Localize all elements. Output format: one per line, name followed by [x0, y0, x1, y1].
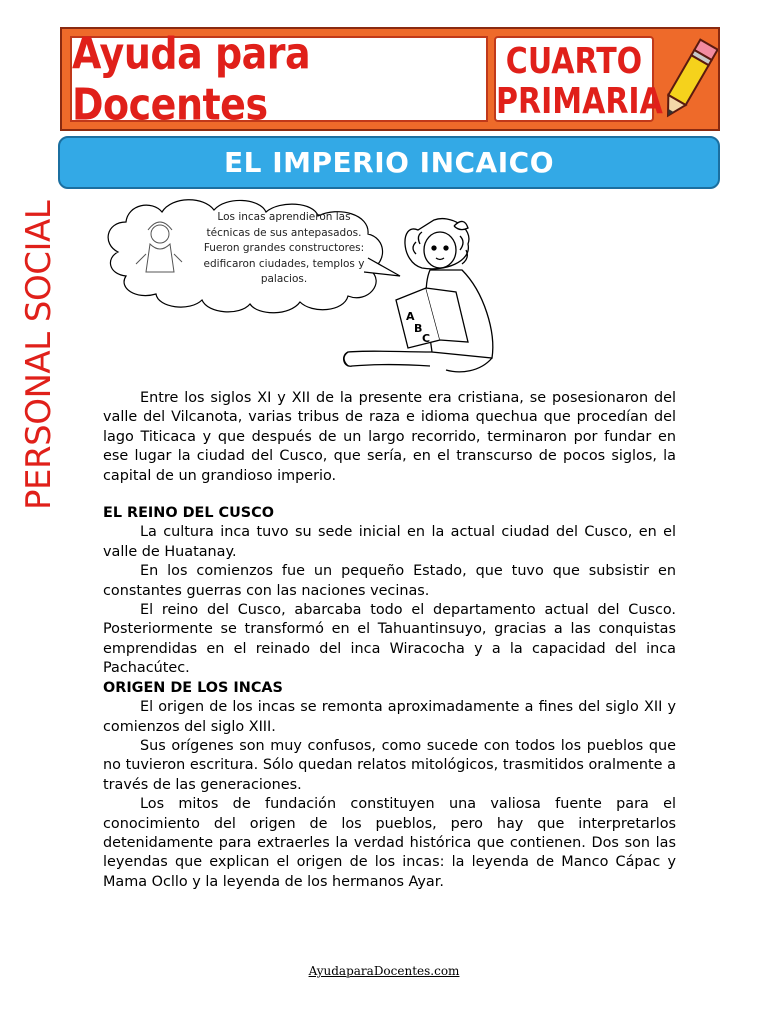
- footer-link[interactable]: AyudaparaDocentes.com: [308, 964, 460, 978]
- grade-label: CUARTO: [505, 40, 643, 83]
- brand-name: Ayuda para Docentes: [72, 28, 311, 130]
- svg-text:C: C: [422, 332, 431, 345]
- header-banner: [60, 27, 720, 131]
- page-title: EL IMPERIO INCAICO: [223, 146, 554, 179]
- bubble-line: Fueron grandes constructores:: [203, 242, 365, 254]
- article-body: [103, 389, 676, 892]
- bubble-line: Los incas aprendieron las: [217, 211, 351, 223]
- section-heading-origen: ORIGEN DE LOS INCAS: [103, 679, 283, 696]
- bubble-line: técnicas de sus antepasados.: [206, 226, 362, 239]
- subject-label: PERSONAL SOCIAL: [19, 200, 59, 510]
- section-heading-reino: EL REINO DEL CUSCO: [103, 505, 274, 522]
- paragraph: El origen de los incas se remonta aproximadamente a fines del siglo XII y comienzos del siglo XIII.: [103, 699, 676, 735]
- svg-text:B: B: [414, 322, 423, 335]
- paragraph: Los mitos de fundación constituyen una valiosa fuente para el conocimiento del origen de los pueblos, pero hay que interpretarlos detenidamente para extraerles la verdad histórica que contienen. Dos son las leyendas que explican el origen de los incas: la leyenda de Manco Cápac y Mama Ocllo y la leyenda de los hermanos Ayar.: [103, 796, 676, 890]
- speech-bubble-text: [196, 210, 372, 288]
- brand-box: [70, 28, 488, 130]
- svg-text:A: A: [406, 310, 415, 323]
- paragraph: La cultura inca tuvo su sede inicial en la actual ciudad del Cusco, en el valle de Huatanay.: [103, 524, 676, 560]
- grade-box: [494, 36, 663, 123]
- pencil-icon: [658, 35, 718, 127]
- page-title-bar: [58, 136, 720, 189]
- paragraph: En los comienzos fue un pequeño Estado, que tuvo que subsistir en constantes guerras con las naciones vecinas.: [103, 563, 676, 599]
- intro-paragraph: Entre los siglos XI y XII de la presente era cristiana, se posesionaron del valle del Vilcanota, varias tribus de raza e idioma quechua que procedían del lago Titicaca y que después de un largo recorrido, terminaron por fundar en ese lugar la ciudad del Cusco, que sería, en el transcurso de pocos siglos, la capital de un grandioso imperio.: [103, 390, 676, 484]
- bubble-line: palacios.: [260, 273, 308, 285]
- level-label: PRIMARIA: [496, 80, 663, 123]
- bubble-line: edificaron ciudades, templos y: [203, 257, 365, 270]
- paragraph: Sus orígenes son muy confusos, como sucede con todos los pueblos que no tuvieron escritura. Sólo quedan relatos mitológicos, trasmitidos oralmente a través de las generaciones.: [103, 737, 676, 793]
- paragraph: El reino del Cusco, abarcaba todo el departamento actual del Cusco. Posteriormente se transformó en el Tahuantinsuyo, gracias a las conquistas emprendidas en el reinado del inca Wiracocha y a la capacidad del inca Pachacútec.: [103, 602, 676, 677]
